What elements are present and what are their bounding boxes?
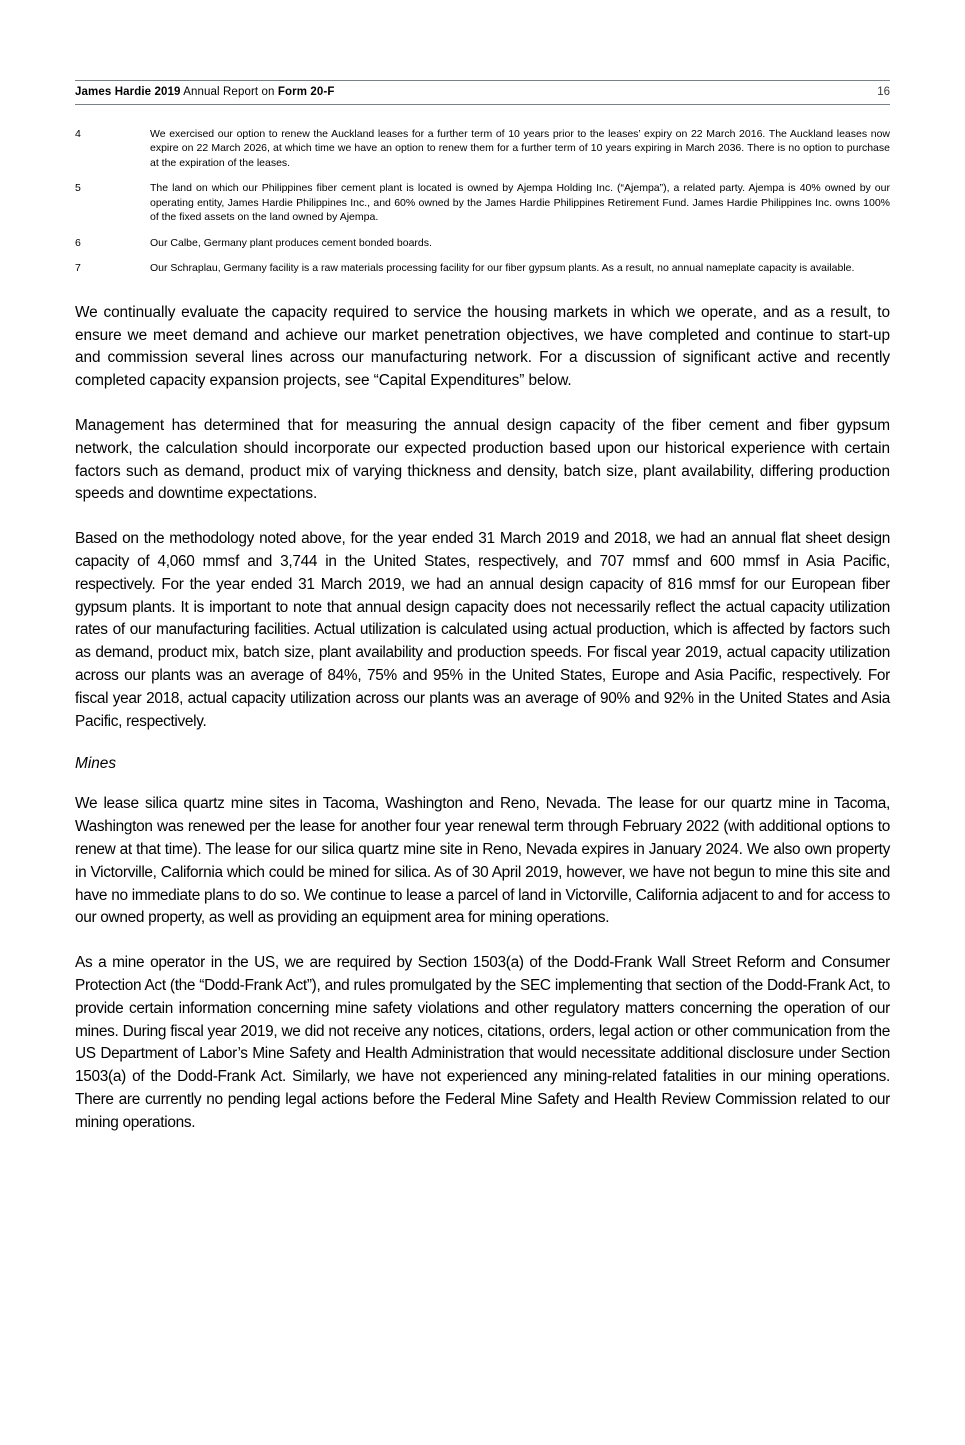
body-paragraph-management-methodology: Management has determined that for measuring the annual design capacity of the fiber cement and fiber gypsum network, the calculation should incorporate our expected production based upon our historical experience with certain factors such as demand, product mix of varying thickness and density, batch size, plant availability, differing production speeds and downtime expectations.	[75, 417, 890, 503]
footnote-item	[75, 181, 890, 224]
footnote-text: The land on which our Philippines fiber cement plant is located is owned by Ajempa Holding Inc. (“Ajempa”), a related party. Ajempa is 40% owned by our operating entity, James Hardie Philippines Inc., and 60% owned by the James Hardie Philippines Retirement Fund. James Hardie Philippines Inc. owns 100% of the fixed assets on the land owned by Ajempa.	[150, 182, 890, 224]
body-paragraph-design-capacity: Based on the methodology noted above, for the year ended 31 March 2019 and 2018, we had an annual flat sheet design capacity of 4,060 mmsf and 3,744 in the United States, respectively, and 707 mmsf and 600 mmsf in Asia Pacific, respectively. For the year ended 31 March 2019, we had an annual design capacity of 816 mmsf for our European fiber gypsum plants. It is important to note that annual design capacity does not necessarily reflect the actual capacity utilization rates of our manufacturing facilities. Actual utilization is calculated using actual production, which is affected by factors such as demand, product mix, batch size, plant availability and production speeds. For fiscal year 2019, actual capacity utilization across our plants was an average of 84%, 75% and 95% in the United States, Europe and Asia Pacific, respectively. For fiscal year 2018, actual capacity utilization across our plants was an average of 90% and 92% in the United States and Asia Pacific, respectively.	[75, 530, 890, 730]
section-heading-mines: Mines	[75, 755, 117, 773]
header-title-middle: Annual Report on	[180, 86, 278, 98]
footnote-number: 4	[75, 128, 81, 140]
footnote-item	[75, 127, 890, 170]
page-number: 16	[877, 86, 890, 98]
footnote-text: Our Schraplau, Germany facility is a raw materials processing facility for our fiber gypsum plants. As a result, no annual nameplate capacity is available.	[150, 262, 855, 275]
footnote-text: Our Calbe, Germany plant produces cement bonded boards.	[150, 236, 432, 249]
header-title-report: James Hardie 2019	[75, 86, 181, 98]
footnote-list	[75, 127, 890, 276]
header-title	[75, 86, 335, 98]
page-header	[75, 80, 890, 105]
body-paragraph-dodd-frank: As a mine operator in the US, we are required by Section 1503(a) of the Dodd-Frank Wall Street Reform and Consumer Protection Act (the “Dodd-Frank Act”), and rules promulgated by the SEC implementing that section of the Dodd-Frank Act, to provide certain information concerning mine safety violations and other regulatory matters concerning the operation of our mines. During fiscal year 2019, we did not receive any notices, citations, orders, legal action or other communication from the US Department of Labor’s Mine Safety and Health Administration that would necessitate additional disclosure under Section 1503(a) of the Dodd-Frank Act. Similarly, we have not experienced any mining-related fatalities in our mining operations. There are currently no pending legal actions before the Federal Mine Safety and Health Review Commission related to our mining operations.	[75, 954, 890, 1131]
footnote-text: We exercised our option to renew the Auckland leases for a further term of 10 years prior to the leases’ expiry on 22 March 2016. The Auckland leases now expire on 22 March 2026, at which time we have an option to renew them for a further term of 10 years expiring in March 2036. There is no option to purchase at the expiration of the leases.	[150, 128, 890, 169]
body-paragraph-mine-sites: We lease silica quartz mine sites in Tacoma, Washington and Reno, Nevada. The lease for our quartz mine in Tacoma, Washington was renewed per the lease for another four year renewal term through February 2022 (with additional options to renew at that time). The lease for our silica quartz mine site in Reno, Nevada expires in January 2024. We also own property in Victorville, California which could be mined for silica. As of 30 April 2019, however, we have not begun to mine this site and have no immediate plans to do so. We continue to lease a parcel of land in Victorville, California adjacent to and for access to our owned property, as well as providing an equipment area for mining operations.	[75, 795, 890, 927]
document-body	[75, 302, 890, 1135]
footnote-number: 6	[75, 236, 81, 249]
header-title-form: Form 20-F	[277, 86, 335, 98]
footnote-number: 5	[75, 182, 81, 195]
document-page	[0, 80, 965, 1445]
footnote-item	[75, 236, 890, 250]
footnote-item	[75, 261, 890, 275]
body-paragraph-capacity-evaluation: We continually evaluate the capacity required to service the housing markets in which we operate, and as a result, to ensure we meet demand and achieve our market penetration objectives, we have completed and continue to start-up and commission several lines across our manufacturing network. For a discussion of significant active and recently completed capacity expansion projects, see “Capital Expenditures” below.	[75, 303, 890, 390]
footnote-number: 7	[75, 262, 81, 275]
